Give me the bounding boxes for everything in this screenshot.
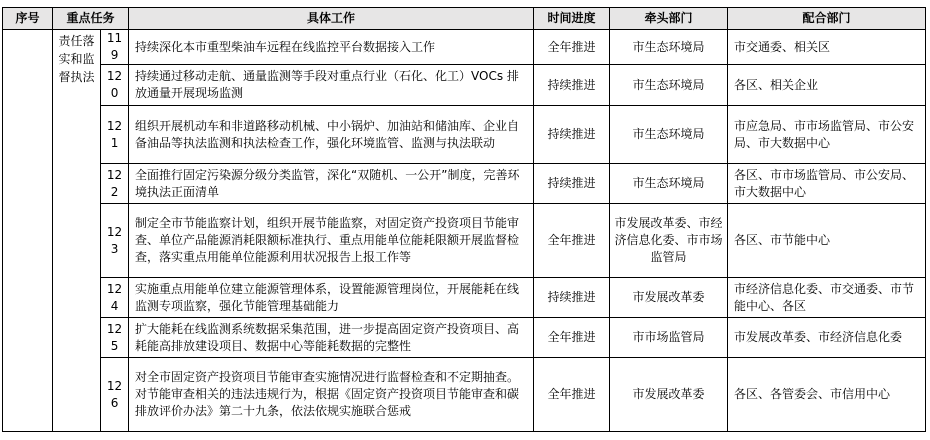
progress-cell: 全年推进: [534, 358, 610, 432]
work-cell: 全面推行固定污染源分级分类监管，深化“双随机、一公开”制度，完善环境执法正面清单: [129, 164, 534, 204]
lead-cell: 市生态环境局: [610, 106, 728, 164]
header-row: [3, 8, 926, 30]
lead-cell: 市发展改革委: [610, 358, 728, 432]
work-cell: 扩大能耗在线监测系统数据采集范围，进一步提高固定资产投资项目、高耗能高排放建设项目、数据中心等能耗数据的完整性: [129, 318, 534, 358]
row-number: 120: [101, 65, 129, 106]
progress-cell: 持续推进: [534, 164, 610, 204]
partner-cell: 各区、各管委会、市信用中心: [728, 358, 926, 432]
table-row: [3, 278, 926, 318]
table-row: [3, 164, 926, 204]
partner-cell: 各区、市节能中心: [728, 204, 926, 278]
header-task: 重点任务: [53, 8, 129, 30]
progress-cell: 全年推进: [534, 204, 610, 278]
row-number: 122: [101, 164, 129, 204]
partner-cell: 市发展改革委、市经济信息化委: [728, 318, 926, 358]
row-number: 126: [101, 358, 129, 432]
lead-cell: 市生态环境局: [610, 164, 728, 204]
table-row: [3, 30, 926, 65]
table-row: [3, 106, 926, 164]
progress-cell: 持续推进: [534, 106, 610, 164]
row-number: 119: [101, 30, 129, 65]
header-partner: 配合部门: [728, 8, 926, 30]
work-table: [2, 7, 926, 432]
progress-cell: 持续推进: [534, 65, 610, 106]
table-row: [3, 358, 926, 432]
row-number: 121: [101, 106, 129, 164]
seq-cell: [3, 30, 53, 432]
progress-cell: 全年推进: [534, 318, 610, 358]
work-cell: 对全市固定资产投资项目节能审查实施情况进行监督检查和不定期抽查。对节能审查相关的违法违规行为，根据《固定资产投资项目节能审查和碳排放评价办法》第二十九条，依法依规实施联合惩戒: [129, 358, 534, 432]
partner-cell: 市经济信息化委、市交通委、市节能中心、各区: [728, 278, 926, 318]
lead-cell: 市发展改革委、市经济信息化委、市市场监管局: [610, 204, 728, 278]
header-work: 具体工作: [129, 8, 534, 30]
row-number: 125: [101, 318, 129, 358]
work-cell: 实施重点用能单位建立能源管理体系，设置能源管理岗位，开展能耗在线监测专项监察，强化节能管理基础能力: [129, 278, 534, 318]
table-row: [3, 65, 926, 106]
row-number: 123: [101, 204, 129, 278]
lead-cell: 市生态环境局: [610, 30, 728, 65]
work-cell: 持续通过移动走航、通量监测等手段对重点行业（石化、化工）VOCs 排放通量开展现场监测: [129, 65, 534, 106]
header-seq: 序号: [3, 8, 53, 30]
lead-cell: 市生态环境局: [610, 65, 728, 106]
task-cell: 责任落实和监督执法: [53, 30, 101, 432]
table-row: [3, 204, 926, 278]
header-progress: 时间进度: [534, 8, 610, 30]
work-cell: 持续深化本市重型柴油车远程在线监控平台数据接入工作: [129, 30, 534, 65]
work-cell: 组织开展机动车和非道路移动机械、中小锅炉、加油站和储油库、企业自备油品等执法监测和执法检查工作，强化环境监管、监测与执法联动: [129, 106, 534, 164]
lead-cell: 市发展改革委: [610, 278, 728, 318]
partner-cell: 市应急局、市市场监管局、市公安局、市大数据中心: [728, 106, 926, 164]
table-row: [3, 318, 926, 358]
lead-cell: 市市场监管局: [610, 318, 728, 358]
row-number: 124: [101, 278, 129, 318]
work-cell: 制定全市节能监察计划，组织开展节能监察，对固定资产投资项目节能审查、单位产品能源消耗限额标准执行、重点用能单位能耗限额开展监督检查，落实重点用能单位能源利用状况报告上报工作等: [129, 204, 534, 278]
partner-cell: 各区、相关企业: [728, 65, 926, 106]
partner-cell: 各区、市市场监管局、市公安局、市大数据中心: [728, 164, 926, 204]
progress-cell: 持续推进: [534, 278, 610, 318]
progress-cell: 全年推进: [534, 30, 610, 65]
partner-cell: 市交通委、相关区: [728, 30, 926, 65]
header-lead: 牵头部门: [610, 8, 728, 30]
